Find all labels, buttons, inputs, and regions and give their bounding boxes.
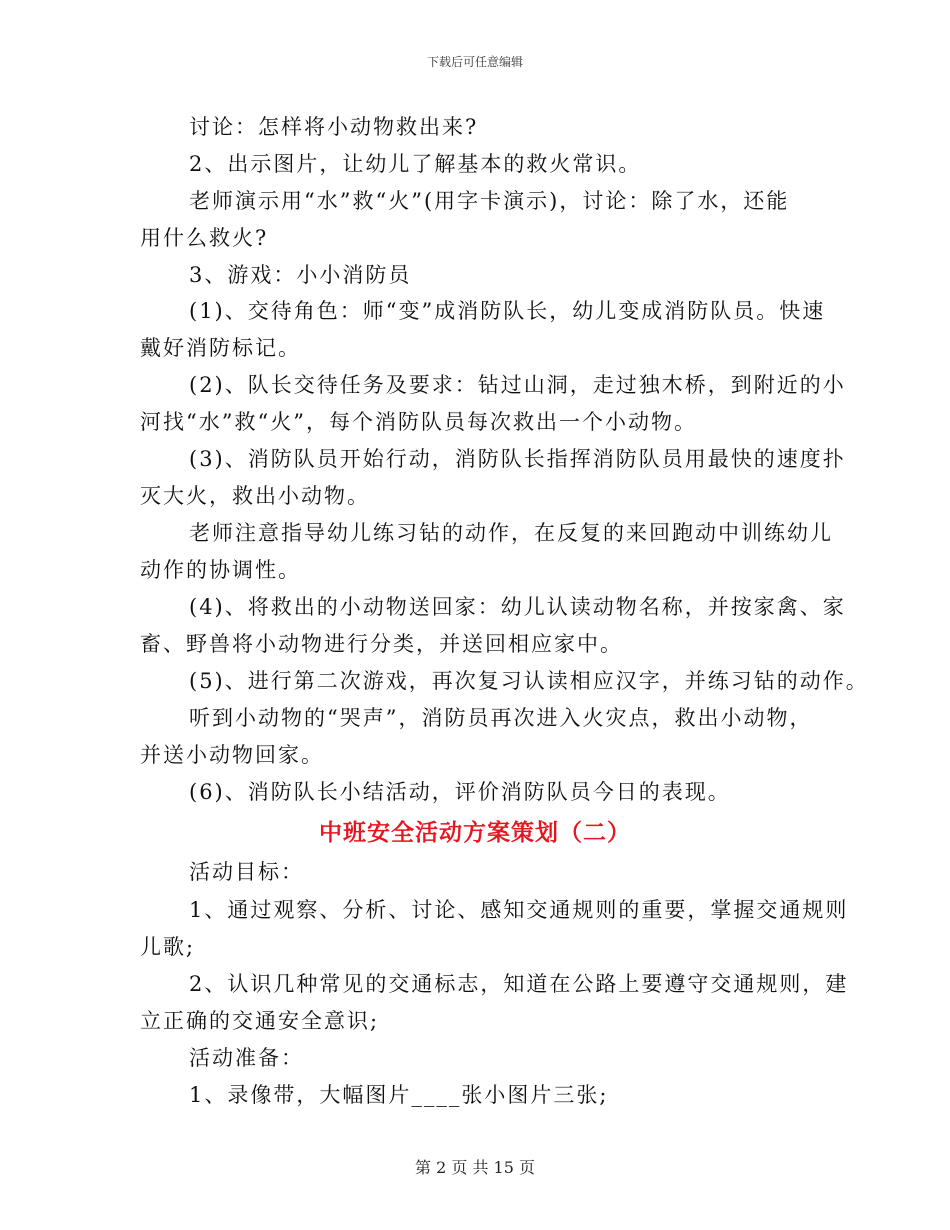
paragraph-line: 3、游戏：小小消防员	[189, 263, 412, 287]
paragraph-line: (6)、消防队长小结活动，评价消防队员今日的表现。	[189, 780, 731, 804]
paragraph-line: (5)、进行第二次游戏，再次复习认读相应汉字，并练习钻的动作。	[189, 669, 869, 693]
paragraph-line: 2、出示图片，让幼儿了解基本的救火常识。	[189, 152, 642, 176]
paragraph-line: 畜、野兽将小动物进行分类，并送回相应家中。	[140, 632, 623, 656]
paragraph-line: (2)、队长交待任务及要求：钻过山洞，走过独木桥，到附近的小	[189, 373, 846, 397]
page-header: 下载后可任意编辑	[426, 55, 523, 69]
paragraph-line: 老师演示用“水”救“火”(用字卡演示)，讨论：除了水，还能	[189, 189, 790, 213]
paragraph-line: 戴好消防标记。	[140, 336, 301, 360]
paragraph-line: 立正确的交通安全意识;	[140, 1009, 380, 1033]
paragraph-line: 并送小动物回家。	[140, 743, 324, 767]
section-heading: 中班安全活动方案策划（二）	[319, 819, 631, 846]
paragraph-line: 儿歌;	[140, 935, 196, 959]
paragraph-line: 1、录像带，大幅图片____张小图片三张;	[189, 1083, 609, 1107]
page-footer: 第 2 页 共 15 页	[415, 1158, 535, 1177]
paragraph-line: 讨论：怎样将小动物救出来?	[189, 115, 479, 139]
paragraph-line: 2、认识几种常见的交通标志，知道在公路上要遵守交通规则，建	[189, 972, 849, 996]
paragraph-line: 活动准备：	[189, 1046, 304, 1070]
paragraph-line: 灭大火，救出小动物。	[140, 484, 370, 508]
paragraph-line: 河找“水”救“火”，每个消防队员每次救出一个小动物。	[140, 410, 697, 434]
paragraph-line: 动作的协调性。	[140, 558, 301, 582]
paragraph-line: 老师注意指导幼儿练习钻的动作，在反复的来回跑动中训练幼儿	[189, 521, 833, 545]
paragraph-line: 活动目标：	[189, 860, 304, 884]
paragraph-line: (4)、将救出的小动物送回家：幼儿认读动物名称，并按家禽、家	[189, 595, 846, 619]
paragraph-line: 听到小动物的“哭声”，消防员再次进入火灾点，救出小动物，	[189, 706, 813, 730]
paragraph-line: (1)、交待角色：师“变”成消防队长，幼儿变成消防队员。快速	[189, 299, 826, 323]
paragraph-line: 用什么救火?	[140, 226, 269, 250]
paragraph-line: 1、通过观察、分析、讨论、感知交通规则的重要，掌握交通规则	[189, 898, 849, 922]
paragraph-line: (3)、消防队员开始行动，消防队长指挥消防队员用最快的速度扑	[189, 447, 846, 471]
